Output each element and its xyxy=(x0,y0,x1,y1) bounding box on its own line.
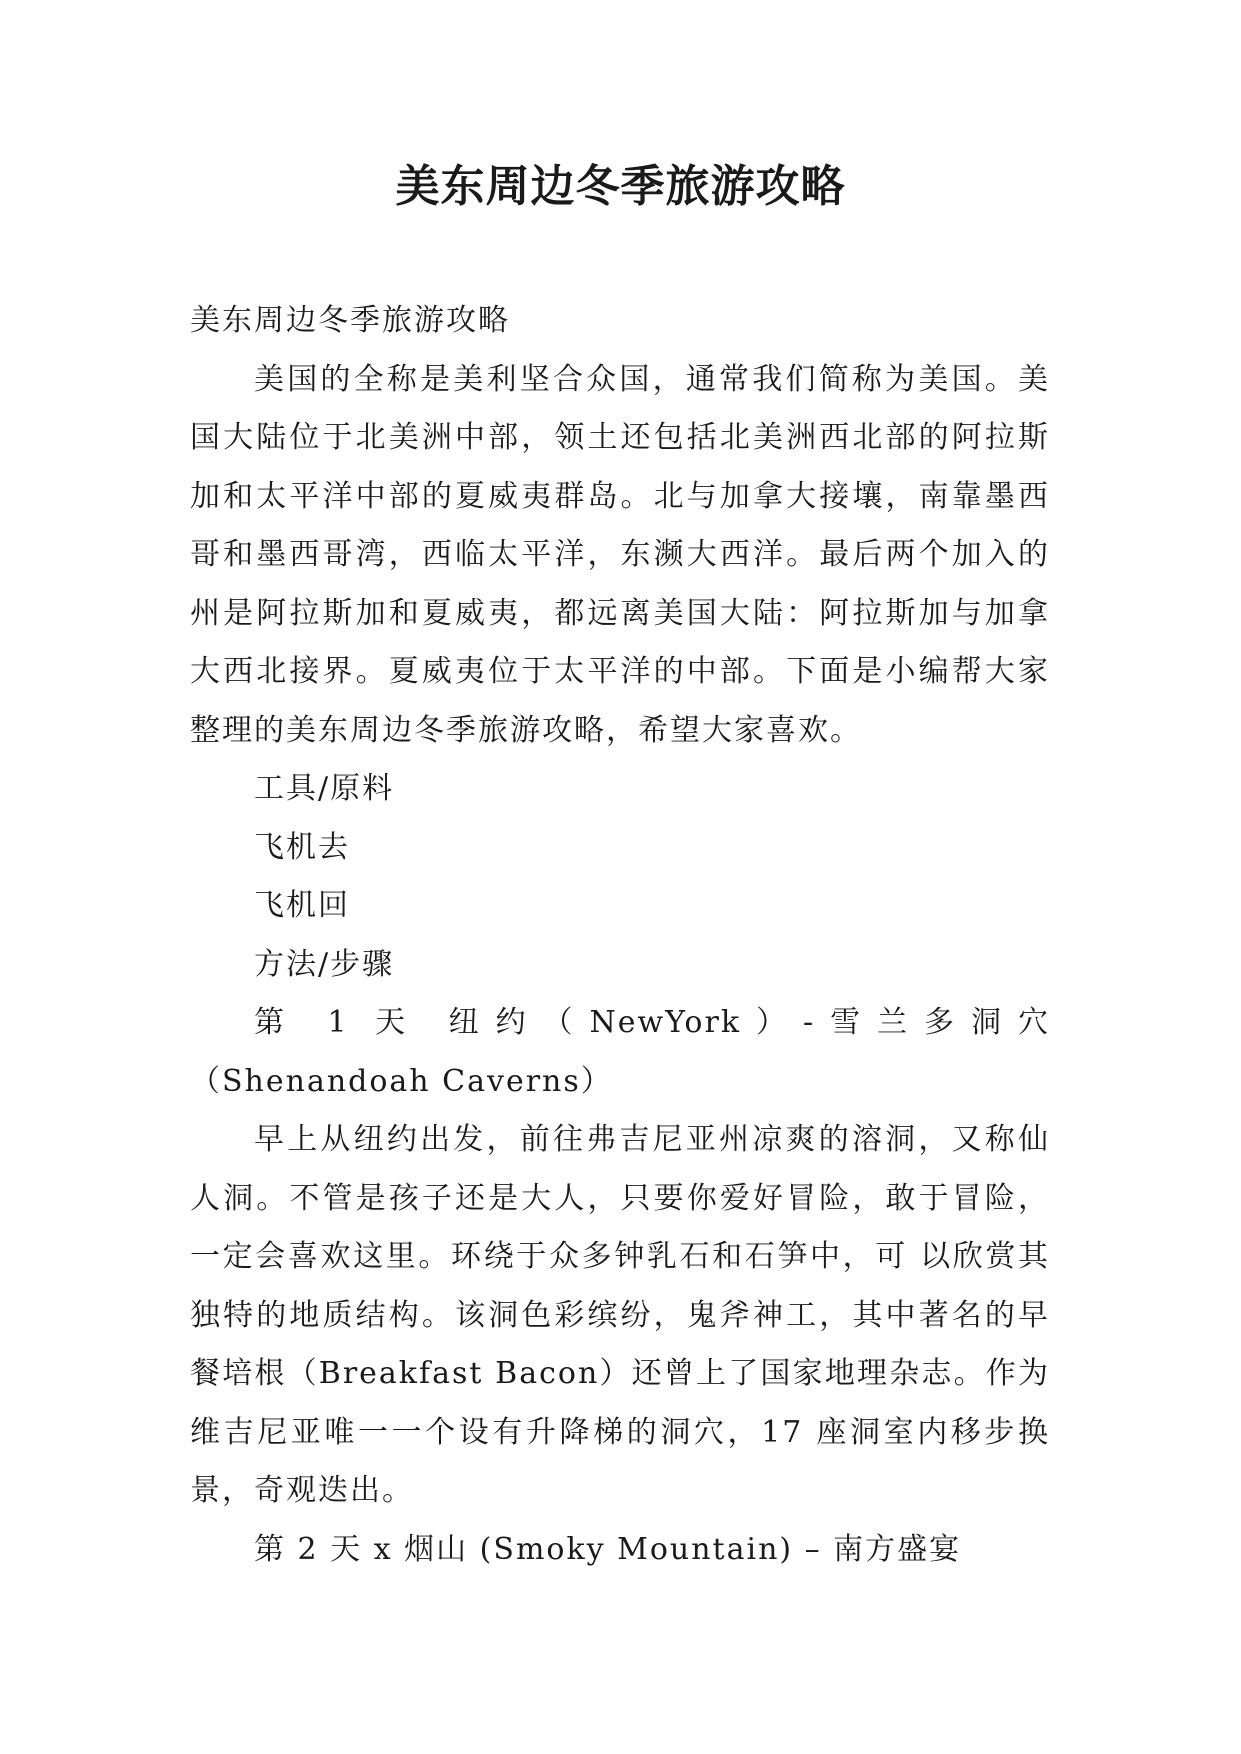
tools-heading: 工具/原料 xyxy=(254,771,395,806)
document-body xyxy=(190,292,1050,1579)
document-title: 美东周边冬季旅游攻略 xyxy=(395,161,846,212)
tool-item-outbound: 飞机去 xyxy=(254,829,350,865)
tool-item-return: 飞机回 xyxy=(254,888,350,923)
intro-paragraph: 美国的全称是美利坚合众国，通常我们简称为美国。美国大陆位于北美洲中部，领土还包括北美洲西北部的阿拉斯加和太平洋中部的夏威夷群岛。北与加拿大接壤，南靠墨西哥和墨西哥湾，西临太平洋，东濒大西洋。最后两个加入的州是阿拉斯加和夏威夷，都远离美国大陆：阿拉斯加与加拿大西北接界。夏威夷位于太平洋的中部。下面是小编帮大家整理的美东周边冬季旅游攻略，希望大家喜欢。 xyxy=(190,361,1050,748)
day-1-heading: 第 1 天 纽约（NewYork）-雪兰多洞穴（Shenandoah Caverns） xyxy=(190,1005,1050,1099)
day-2-heading: 第 2 天 x 烟山 (Smoky Mountain) – 南方盛宴 xyxy=(254,1531,962,1567)
steps-heading: 方法/步骤 xyxy=(254,946,395,982)
day-1-paragraph: 早上从纽约出发，前往弗吉尼亚州凉爽的溶洞，又称仙人洞。不管是孩子还是大人，只要你爱好冒险，敢于冒险，一定会喜欢这里。环绕于众多钟乳石和石笋中，可 以欣赏其独特的地质结构。该洞色彩缤纷，鬼斧神工，其中著名的早餐培根（Breakfast Bacon）还曾上了国家地理杂志。作为维吉尼亚唯一一个设有升降梯的洞穴，17 座洞室内移步换景，奇观迭出。 xyxy=(190,1122,1050,1508)
subtitle-paragraph: 美东周边冬季旅游攻略 xyxy=(190,303,510,338)
